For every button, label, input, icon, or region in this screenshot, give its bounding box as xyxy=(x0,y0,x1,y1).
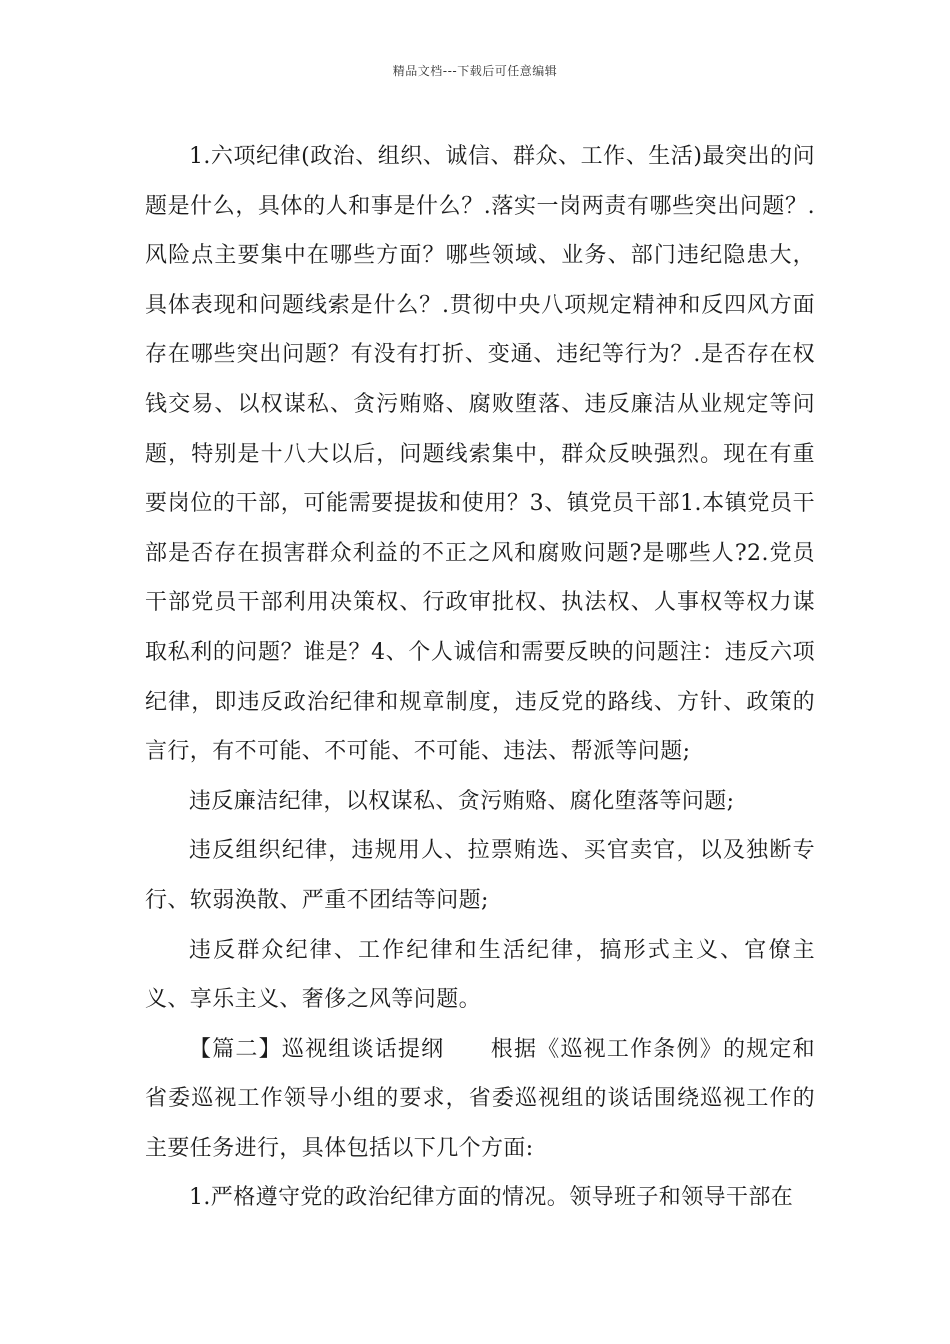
paragraph-six-disciplines-questions: 1.六项纪律(政治、组织、诚信、群众、工作、生活)最突出的问题是什么，具体的人和事是什么？.落实一岗两责有哪些突出问题？.风险点主要集中在哪些方面？哪些领域、业务、部门违纪隐患大，具体表现和问题线索是什么？.贯彻中央八项规定精神和反四风方面存在哪些突出问题？有没有打折、变通、违纪等行为？.是否存在权钱交易、以权谋私、贪污贿赂、腐败堕落、违反廉洁从业规定等问题，特别是十八大以后，问题线索集中，群众反映强烈。现在有重要岗位的干部，可能需要提拔和使用？3、镇党员干部1.本镇党员干部是否存在损害群众利益的不正之风和腐败问题?是哪些人?2.党员干部党员干部利用决策权、行政审批权、执法权、人事权等权力谋取私利的问题？谁是？4、个人诚信和需要反映的问题注：违反六项纪律，即违反政治纪律和规章制度，违反党的路线、方针、政策的言行，有不可能、不可能、不可能、违法、帮派等问题; xyxy=(145,144,815,765)
paragraph-part-two-intro: 【篇二】巡视组谈话提纲 根据《巡视工作条例》的规定和省委巡视工作领导小组的要求，省委巡视组的谈话围绕巡视工作的主要任务进行，具体包括以下几个方面: xyxy=(145,1036,815,1161)
paragraph-organizational-discipline: 违反组织纪律，违规用人、拉票贿选、买官卖官，以及独断专行、软弱涣散、严重不团结等问题; xyxy=(145,838,815,913)
page-header: 精品文档---下载后可任意编辑 xyxy=(392,64,558,78)
document-body xyxy=(145,132,815,1223)
paragraph-mass-work-life-discipline: 违反群众纪律、工作纪律和生活纪律，搞形式主义、官僚主义、享乐主义、奢侈之风等问题。 xyxy=(145,937,815,1013)
paragraph-integrity-discipline: 违反廉洁纪律，以权谋私、贪污贿赂、腐化堕落等问题; xyxy=(189,788,735,814)
paragraph-political-discipline: 1.严格遵守党的政治纪律方面的情况。领导班子和领导干部在 xyxy=(189,1185,794,1211)
